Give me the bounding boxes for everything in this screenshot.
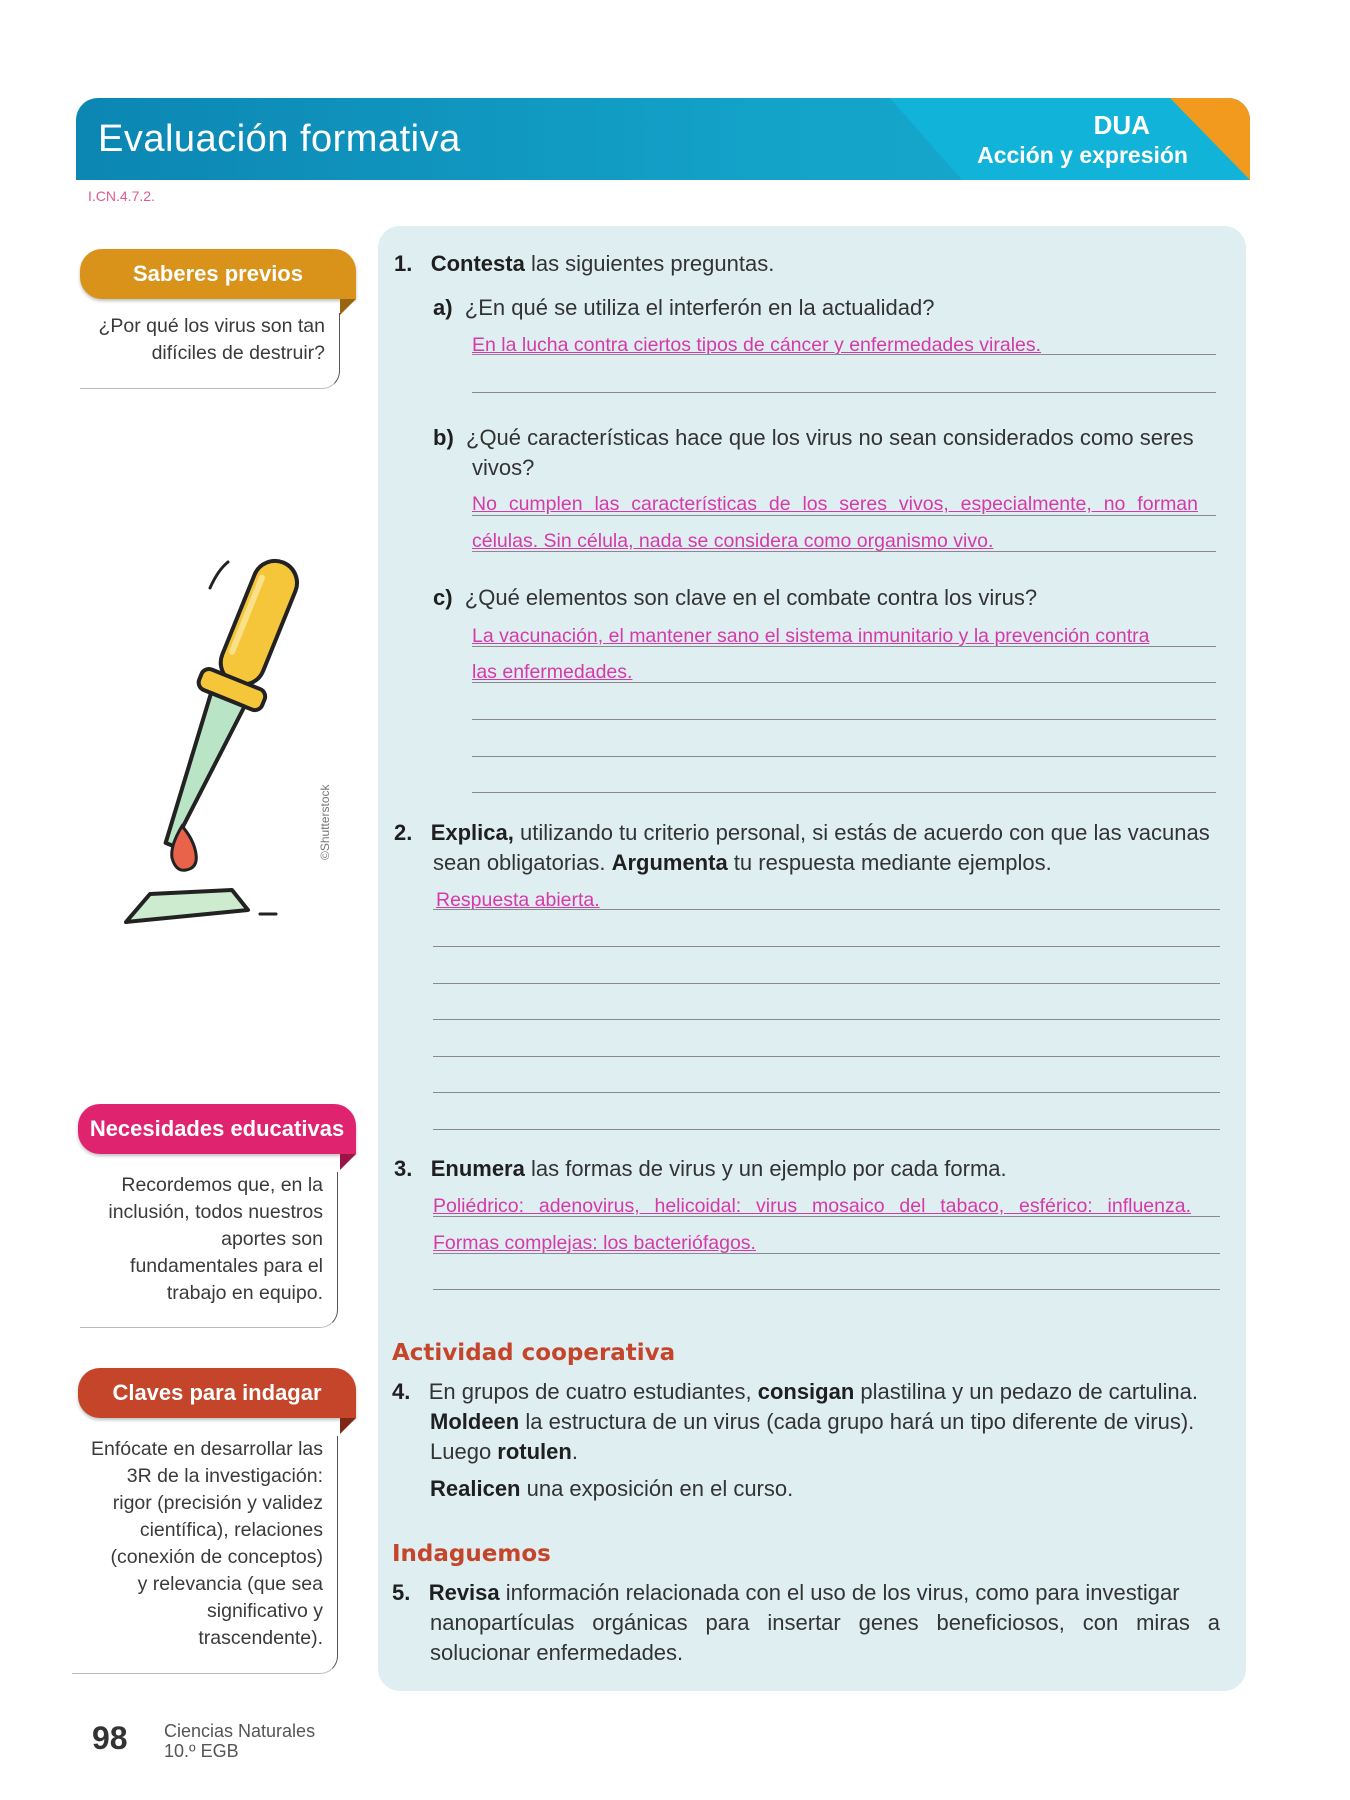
question-text: información relacionada con el uso de los virus, como para investigar [499,1580,1180,1605]
answer-line [472,682,1216,683]
answer-line [433,1056,1220,1057]
question-text: una exposición en el curso. [520,1476,794,1501]
question-2-cont [433,848,1052,878]
grade-level: 10.º EGB [164,1741,239,1761]
answer-line [472,392,1216,393]
question-1 [394,249,774,279]
text-line: ¿Por qué los virus son tan [98,315,325,337]
tab-fold [340,1418,356,1434]
answer-line [433,983,1220,984]
question-5-line3: solucionar enfermedades. [430,1640,684,1665]
answer-line [472,792,1216,793]
section-title-cooperativa: Actividad cooperativa [392,1340,676,1366]
answer-1b-line2: células. Sin célula, nada se considera como organismo vivo. [472,530,994,552]
claves-para-indagar-text [72,1436,338,1674]
question-5-line2: nanopartículas orgánicas para insertar genes beneficiosos, con miras a [430,1610,1220,1635]
question-text: . [571,1439,578,1464]
instruction-verb: Explica, [430,820,514,845]
tab-fold [340,1154,356,1170]
text-line: difíciles de destruir? [151,342,325,364]
answer-3-line2: Formas complejas: los bacteriófagos. [433,1232,756,1254]
dua-title: DUA [1093,110,1150,140]
answer-line [472,551,1216,552]
question-text: ¿Qué elementos son clave en el combate contra los virus? [464,585,1038,610]
question-text: la estructura de un virus (cada grupo hará un tipo diferente de virus). [519,1409,1195,1434]
question-1b-cont: vivos? [472,455,535,480]
tab-fold [340,299,356,315]
question-text: Luego [430,1439,498,1464]
item-label: c) [433,585,453,610]
instruction-verb: Revisa [428,1580,500,1605]
question-3 [394,1154,1007,1184]
question-text: tu respuesta mediante ejemplos. [727,850,1052,875]
answer-line [433,1216,1220,1217]
answer-line [433,1129,1220,1130]
necesidades-educativas-title: Necesidades educativas [89,1116,345,1141]
question-number: 4. [392,1379,411,1404]
answer-line [433,1019,1220,1020]
answer-line [472,515,1216,516]
question-number: 5. [392,1580,411,1605]
answer-line [472,646,1216,647]
instruction-verb: Realicen [430,1476,521,1501]
question-4-line2 [430,1407,1194,1437]
text-line: rigor (precisión y validez [112,1492,323,1514]
saberes-previos-text [80,313,340,389]
header-banner [76,98,1250,180]
necesidades-educativas-tab [78,1104,356,1154]
answer-1a: En la lucha contra ciertos tipos de cáncer y enfermedades virales. [472,334,1042,356]
item-label: a) [433,295,453,320]
footer-subject [164,1721,315,1761]
question-text: En grupos de cuatro estudiantes, [428,1379,758,1404]
page-title: Evaluación formativa [98,118,461,160]
question-number: 1. [394,251,413,276]
claves-para-indagar-tab [78,1368,356,1418]
instruction-verb: Argumenta [611,850,728,875]
text-line: aportes son [221,1228,323,1250]
question-1c [433,583,1037,613]
text-line: científica), relaciones [139,1519,323,1541]
question-5 [392,1578,1180,1608]
answer-line [433,1253,1220,1254]
claves-para-indagar-title: Claves para indagar [112,1380,322,1405]
indicator-code: I.CN.4.7.2. [88,188,155,204]
text-line: y relevancia (que sea [137,1573,323,1595]
question-number: 2. [394,820,413,845]
answer-line [433,909,1220,910]
text-line: Recordemos que, en la [121,1174,323,1196]
instruction-verb: consigan [757,1379,855,1404]
subject-name: Ciencias Naturales [164,1721,316,1741]
question-text: utilizando tu criterio personal, si estás de acuerdo con que las vacunas [513,820,1210,845]
answer-1c-line2: las enfermedades. [472,661,633,683]
necesidades-educativas-text [80,1172,338,1328]
dropper-illustration-icon [110,540,330,940]
answer-1c-line1: La vacunación, el mantener sano el sistema inmunitario y la prevención contra [472,625,1150,647]
question-number: 3. [394,1156,413,1181]
question-4 [392,1377,1198,1407]
text-line: significativo y [207,1600,323,1622]
text-line: trabajo en equipo. [166,1282,323,1304]
text-line: 3R de la investigación: [126,1465,323,1487]
section-title-indaguemos: Indaguemos [392,1541,551,1567]
question-4-line3 [430,1437,578,1467]
question-text: ¿Qué características hace que los virus no sean considerados como seres [466,425,1194,450]
answer-2: Respuesta abierta. [436,889,600,911]
instruction-verb: rotulen [497,1439,572,1464]
answer-line [433,1092,1220,1093]
question-text: ¿En qué se utiliza el interferón en la actualidad? [464,295,935,320]
answer-line [433,946,1220,947]
answer-line [472,354,1216,355]
question-text: las formas de virus y un ejemplo por cada forma. [524,1156,1007,1181]
instruction-verb: Moldeen [430,1409,520,1434]
image-credit: ©Shutterstock [318,784,332,860]
question-1b [433,423,1223,453]
text-line: inclusión, todos nuestros [108,1201,323,1223]
answer-1b-line1: No cumplen las características de los seres vivos, especialmente, no forman [472,493,1198,515]
question-1a [433,293,934,323]
answer-line [433,1289,1220,1290]
answer-3-line1: Poliédrico: adenovirus, helicoidal: virus mosaico del tabaco, esférico: influenza. [433,1195,1191,1217]
text-line: fundamentales para el [130,1255,323,1277]
question-text: plastilina y un pedazo de cartulina. [854,1379,1198,1404]
saberes-previos-tab [80,249,356,299]
dua-subtitle: Acción y expresión [977,142,1188,168]
question-text: sean obligatorias. [433,850,612,875]
text-line: (conexión de conceptos) [110,1546,323,1568]
text-line: Enfócate en desarrollar las [91,1438,323,1460]
question-text: las siguientes preguntas. [524,251,775,276]
instruction-verb: Enumera [430,1156,525,1181]
answer-line [472,756,1216,757]
instruction-verb: Contesta [430,251,525,276]
item-label: b) [433,425,454,450]
page-number: 98 [92,1720,128,1756]
question-4-line4 [430,1474,793,1504]
answer-line [472,719,1216,720]
saberes-previos-title: Saberes previos [133,261,303,286]
text-line: trascendente). [198,1627,323,1649]
question-2 [394,818,1234,848]
